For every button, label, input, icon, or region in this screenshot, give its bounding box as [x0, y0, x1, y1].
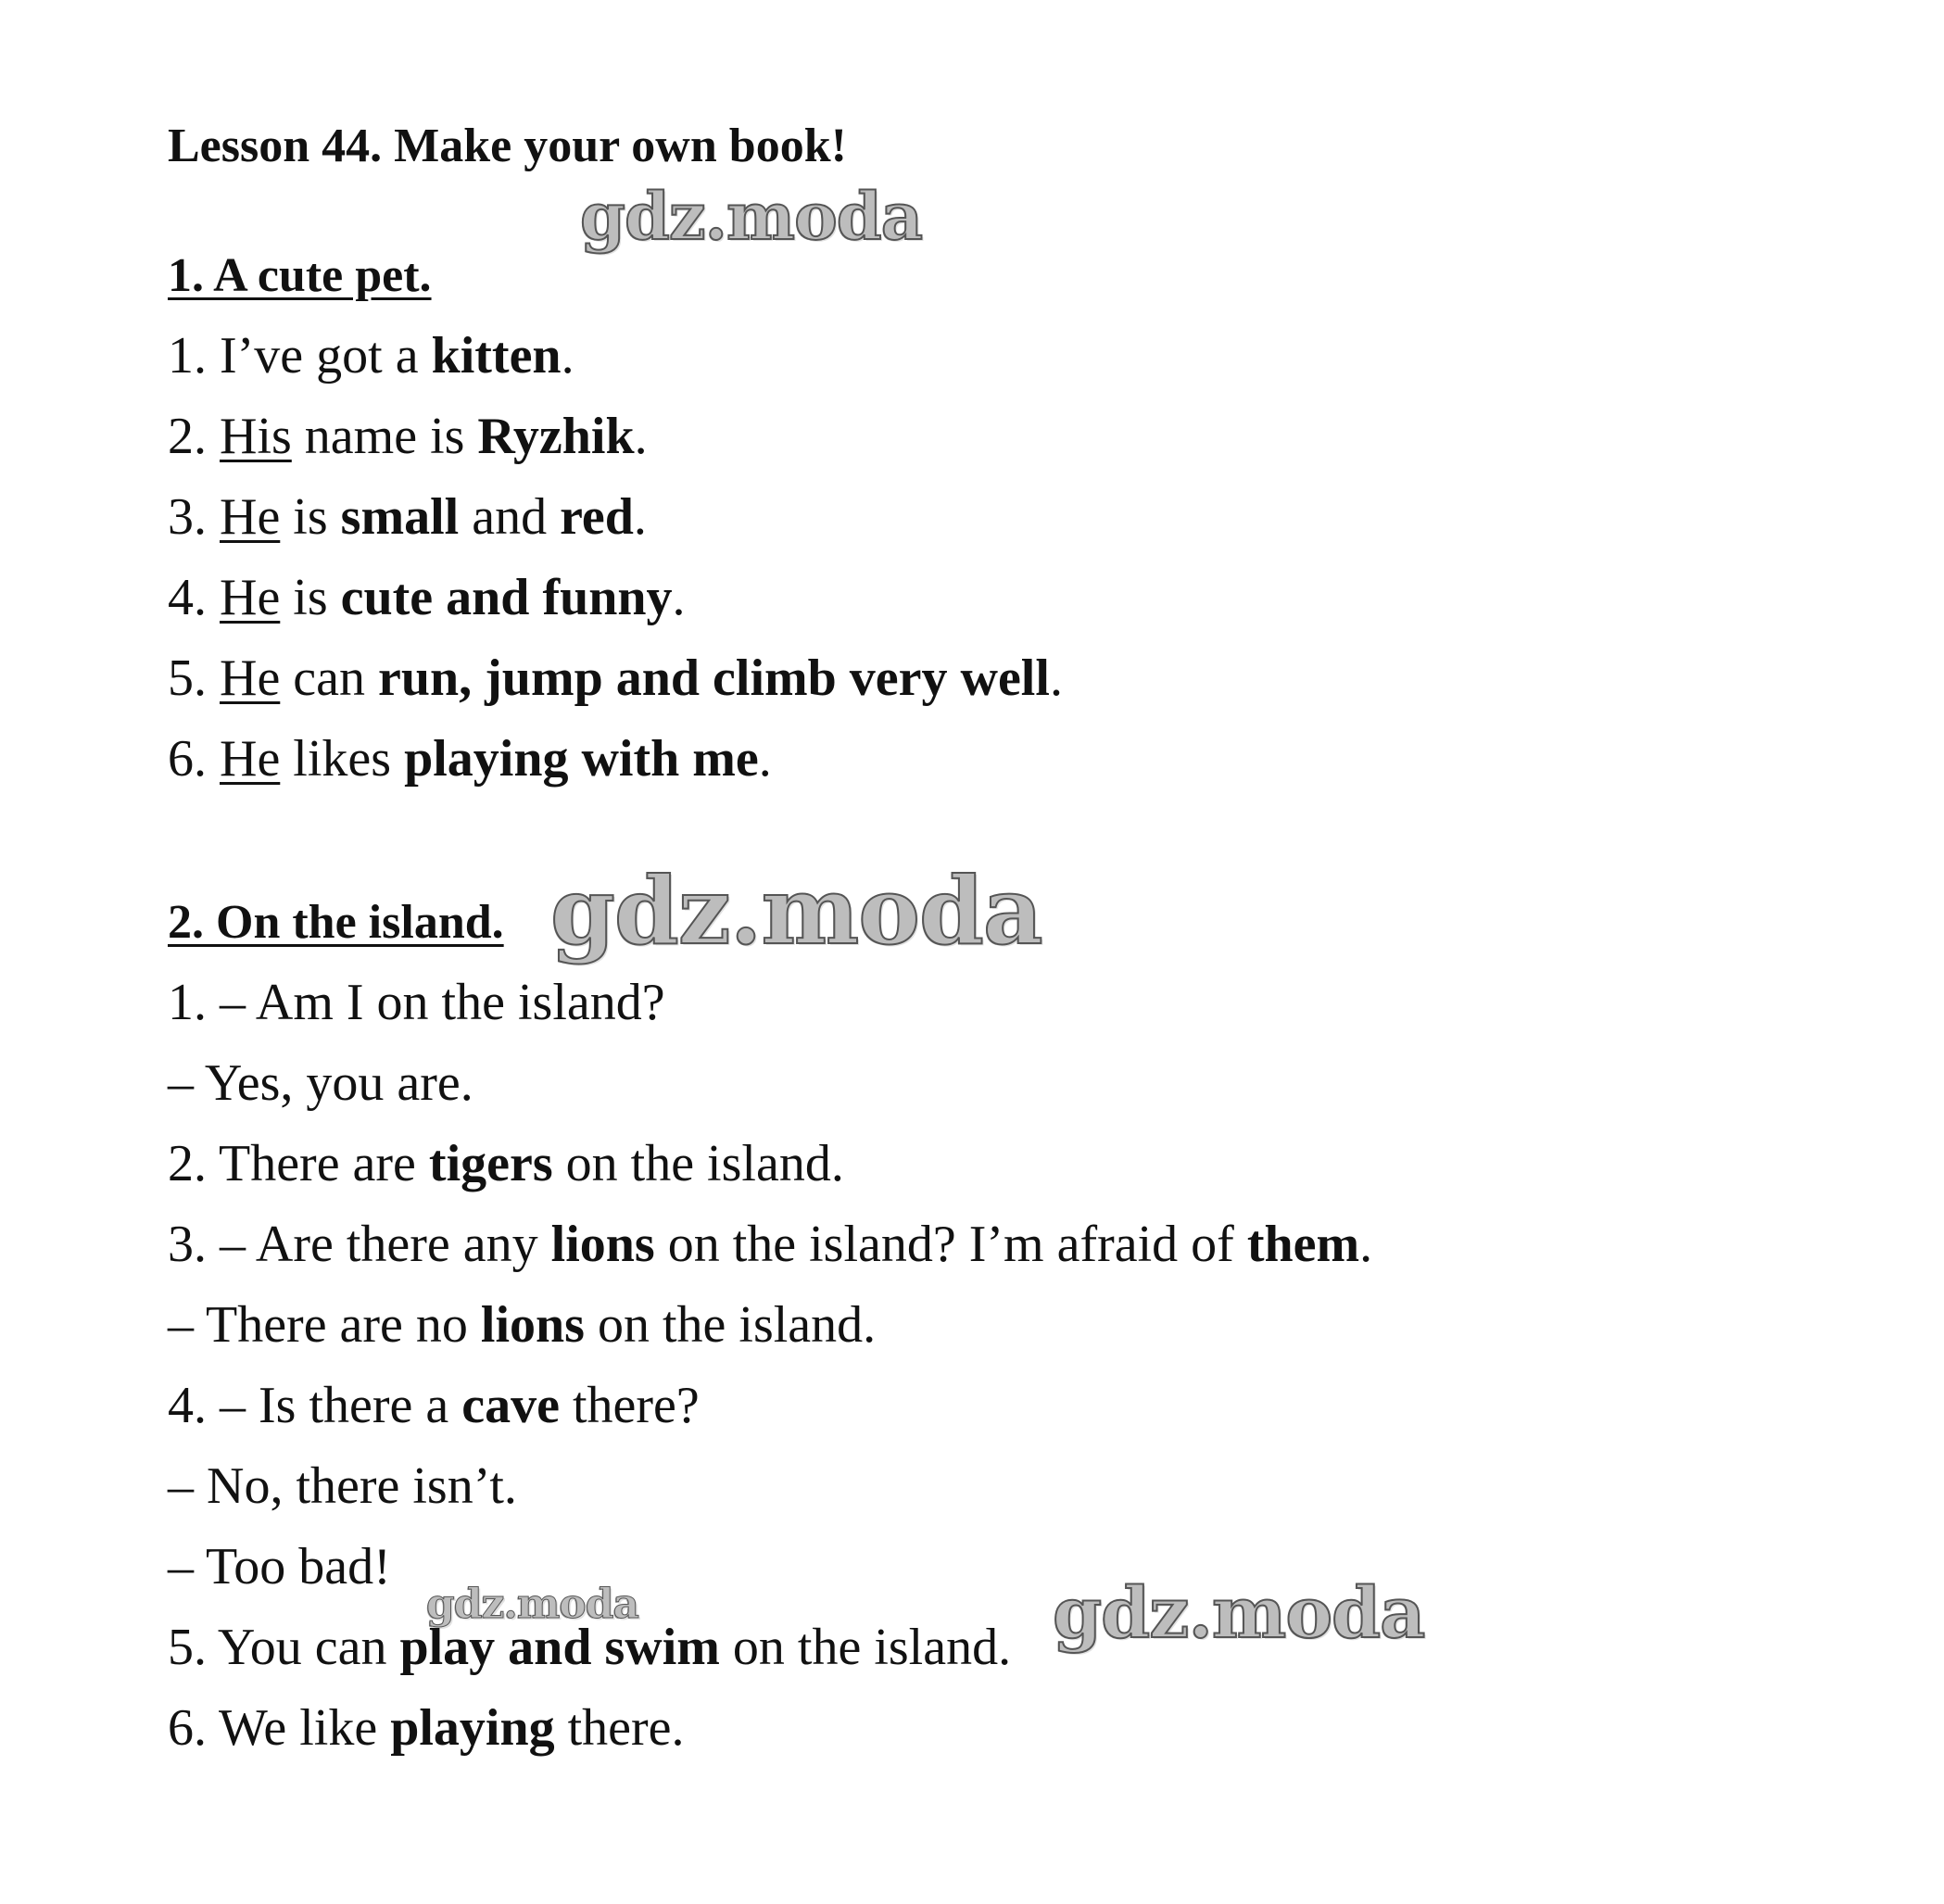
lesson-title: Lesson 44. Make your own book! [168, 120, 847, 172]
section-2-heading: 2. On the island. [168, 896, 504, 949]
section-2-line-5: – There are no lions on the island. [168, 1296, 877, 1354]
section-1-line-5: 5. He can run, jump and climb very well. [168, 649, 1063, 707]
section-1-line-6: 6. He likes playing with me. [168, 730, 772, 788]
section-1-line-3: 3. He is small and red. [168, 488, 647, 546]
watermark-logo: gdz.moda [1053, 1571, 1425, 1654]
section-1-line-1: 1. I’ve got a kitten. [168, 327, 574, 385]
section-1-line-4: 4. He is cute and funny. [168, 569, 686, 626]
section-1-line-2: 2. His name is Ryzhik. [168, 408, 648, 465]
section-2-line-8: – Too bad! [168, 1538, 391, 1595]
section-2-line-10: 6. We like playing there. [168, 1699, 685, 1757]
section-2-line-3: 2. There are tigers on the island. [168, 1135, 844, 1192]
watermark-logo: gdz.moda [426, 1581, 639, 1628]
section-2-line-9: 5. You can play and swim on the island. [168, 1619, 1012, 1676]
section-2-line-4: 3. – Are there any lions on the island? I’m afraid of them. [168, 1216, 1373, 1273]
section-2-line-1: 1. – Am I on the island? [168, 974, 665, 1031]
watermark-logo: gdz.moda [580, 178, 923, 255]
section-2-line-7: – No, there isn’t. [168, 1457, 517, 1515]
section-2-line-2: – Yes, you are. [168, 1054, 473, 1112]
section-2-line-6: 4. – Is there a cave there? [168, 1377, 700, 1434]
watermark-logo: gdz.moda [550, 856, 1042, 965]
section-1-heading: 1. A cute pet. [168, 249, 432, 302]
